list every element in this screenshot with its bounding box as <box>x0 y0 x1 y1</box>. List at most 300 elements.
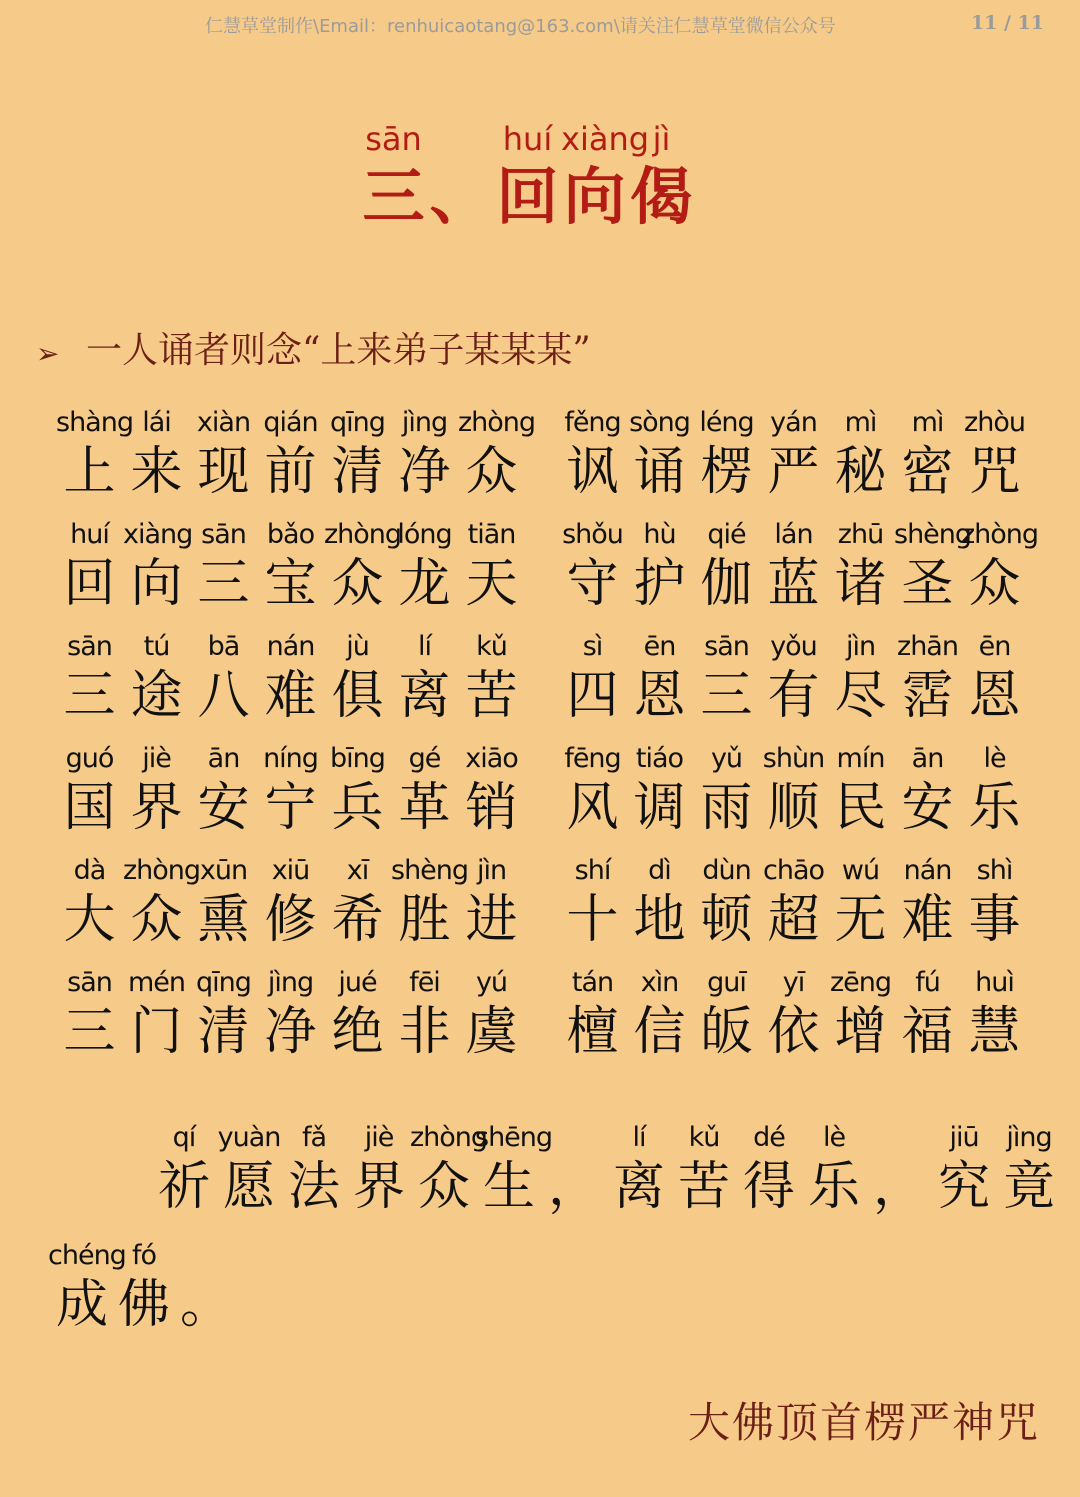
pinyin: lí <box>417 631 431 662</box>
pinyin <box>540 1120 608 1156</box>
pinyin: hù <box>643 519 676 550</box>
verse-cell <box>257 629 324 727</box>
hanzi: 大 <box>63 890 116 950</box>
verse-cell <box>391 965 458 1063</box>
recitation-note <box>36 322 591 373</box>
hanzi: 安 <box>197 778 250 838</box>
pinyin: chāo <box>762 855 825 886</box>
verse-cell <box>324 517 402 615</box>
title-pinyin: jì <box>652 120 671 158</box>
title-char: 、 <box>429 160 492 233</box>
pinyin: shēng <box>475 1122 553 1153</box>
pinyin: sān <box>67 631 112 662</box>
verse-cell <box>693 405 760 503</box>
title-char: 回 <box>496 160 559 233</box>
verse-cell <box>56 965 123 1063</box>
hanzi: ， <box>547 1157 600 1217</box>
verse-cell <box>961 405 1028 503</box>
pinyin: xiàn <box>196 407 251 438</box>
pinyin: zhòng <box>324 519 402 550</box>
verse-cell <box>827 629 894 727</box>
hanzi: 护 <box>633 554 686 614</box>
hanzi: 苦 <box>677 1157 730 1217</box>
verse-cell <box>123 853 201 951</box>
pinyin: xiū <box>271 855 310 886</box>
hanzi: 清 <box>331 442 384 502</box>
verse-cell <box>123 517 193 615</box>
hanzi: 国 <box>63 778 116 838</box>
pinyin: shùn <box>762 743 825 774</box>
hanzi: 守 <box>566 554 619 614</box>
verse-cell <box>458 965 525 1063</box>
pinyin: tú <box>143 631 170 662</box>
hanzi: 皈 <box>700 1002 753 1062</box>
pinyin: níng <box>263 743 318 774</box>
verse-cell <box>123 965 190 1063</box>
verse-cell <box>961 965 1028 1063</box>
verse-cell <box>391 741 458 839</box>
hanzi: 慧 <box>968 1002 1021 1062</box>
closing-cell <box>735 1120 803 1218</box>
pinyin: qīng <box>196 967 251 998</box>
pinyin: kǔ <box>476 631 507 662</box>
hanzi: ， <box>872 1157 925 1217</box>
pinyin: jìn <box>845 631 876 662</box>
hanzi: 苦 <box>465 666 518 726</box>
pinyin: zhòng <box>458 407 536 438</box>
hanzi: 众 <box>968 554 1021 614</box>
verse-cell <box>961 853 1028 951</box>
pinyin: qián <box>263 407 318 438</box>
pinyin: sān <box>67 967 112 998</box>
pinyin: fó <box>131 1240 157 1271</box>
pinyin: zhān <box>897 631 958 662</box>
hanzi: 超 <box>767 890 820 950</box>
verse-cell <box>391 517 458 615</box>
verse-cell <box>760 853 827 951</box>
closing-cell <box>215 1120 283 1218</box>
pinyin: huì <box>975 967 1014 998</box>
footer-title: 大佛顶首楞严神咒 <box>687 1398 1040 1447</box>
closing-cell <box>540 1120 608 1218</box>
hanzi: 成 <box>55 1275 108 1335</box>
hanzi: 圣 <box>901 554 954 614</box>
verse-cell <box>894 629 961 727</box>
hanzi: 讽 <box>566 442 619 502</box>
pinyin: shǒu <box>562 519 623 550</box>
closing-cell <box>475 1120 553 1218</box>
pinyin: lè <box>822 1122 846 1153</box>
verse-cell <box>458 517 525 615</box>
pinyin: mì <box>911 407 944 438</box>
pinyin: lí <box>632 1122 646 1153</box>
pinyin: yán <box>770 407 817 438</box>
title-char: 偈 <box>630 160 693 233</box>
verse-cell <box>324 405 391 503</box>
verse-cell <box>324 741 391 839</box>
pinyin: xiàng <box>123 519 193 550</box>
hanzi: 得 <box>742 1157 795 1217</box>
hanzi: 宁 <box>264 778 317 838</box>
pinyin: nán <box>266 631 315 662</box>
verse-cell <box>123 405 190 503</box>
pinyin: fēng <box>564 743 621 774</box>
title-pinyin: xiàng <box>561 120 650 158</box>
verse-cell <box>760 965 827 1063</box>
hanzi: 愿 <box>222 1157 275 1217</box>
hanzi: 向 <box>130 554 183 614</box>
pinyin: shàng <box>56 407 133 438</box>
verse-cell <box>190 965 257 1063</box>
pinyin: shèng <box>894 519 972 550</box>
hanzi: 八 <box>197 666 250 726</box>
verse-cell <box>190 853 257 951</box>
verse-cell <box>760 629 827 727</box>
verse-cell <box>190 629 257 727</box>
pinyin: zhòu <box>964 407 1025 438</box>
pinyin: tiān <box>467 519 516 550</box>
pinyin: bǎo <box>266 519 315 550</box>
hanzi: 檀 <box>566 1002 619 1062</box>
hanzi: 三 <box>63 1002 116 1062</box>
verse-line <box>56 853 1056 953</box>
verse-cell <box>626 405 693 503</box>
page-number: 11 / 11 <box>970 12 1044 34</box>
hanzi: 顿 <box>700 890 753 950</box>
hanzi: 诵 <box>633 442 686 502</box>
pinyin: yī <box>782 967 805 998</box>
hanzi: 安 <box>901 778 954 838</box>
verse-cell <box>559 629 626 727</box>
pinyin: xiāo <box>465 743 518 774</box>
hanzi: 非 <box>398 1002 451 1062</box>
pinyin: zhòng <box>123 855 201 886</box>
hanzi: 福 <box>901 1002 954 1062</box>
hanzi: 众 <box>331 554 384 614</box>
hanzi: 前 <box>264 442 317 502</box>
verse-cell <box>693 965 760 1063</box>
hanzi: 顺 <box>767 778 820 838</box>
verse-cell <box>391 405 458 503</box>
verse-cell <box>760 741 827 839</box>
pinyin: tiáo <box>635 743 684 774</box>
pinyin: ēn <box>978 631 1011 662</box>
closing-cell <box>930 1120 998 1218</box>
verse-cell <box>894 741 961 839</box>
verse-cell <box>559 741 626 839</box>
closing-cell <box>995 1120 1063 1218</box>
verse-cell <box>559 965 626 1063</box>
pinyin: qīng <box>330 407 385 438</box>
hanzi: 事 <box>968 890 1021 950</box>
hanzi: 增 <box>834 1002 887 1062</box>
hanzi: 革 <box>398 778 451 838</box>
verse-cell <box>123 741 190 839</box>
hanzi: 风 <box>566 778 619 838</box>
verse-cell <box>693 629 760 727</box>
verse-cell <box>190 741 257 839</box>
pinyin: lán <box>774 519 813 550</box>
verse-cell <box>559 853 626 951</box>
hanzi: 民 <box>834 778 887 838</box>
hanzi: 上 <box>63 442 116 502</box>
pinyin: ān <box>207 743 240 774</box>
verse-line <box>56 629 1056 729</box>
verse-cell <box>894 853 961 951</box>
verse-cell <box>827 741 894 839</box>
pinyin: sān <box>201 519 246 550</box>
verse-cell <box>458 741 525 839</box>
hanzi: 众 <box>417 1157 470 1217</box>
pinyin: gé <box>408 743 441 774</box>
hanzi: 三 <box>197 554 250 614</box>
verse-cell <box>56 405 133 503</box>
pinyin: qié <box>707 519 746 550</box>
hanzi: 诸 <box>834 554 887 614</box>
pinyin: jìng <box>401 407 448 438</box>
closing-cell <box>48 1238 126 1336</box>
closing-cell <box>800 1120 868 1218</box>
hanzi: 秘 <box>834 442 887 502</box>
hanzi: 究 <box>937 1157 990 1217</box>
hanzi: 伽 <box>700 554 753 614</box>
pinyin: lè <box>983 743 1006 774</box>
hanzi: 来 <box>130 442 183 502</box>
verse-cell <box>458 405 536 503</box>
pinyin: shí <box>574 855 611 886</box>
verse-line <box>56 741 1056 841</box>
hanzi: 虞 <box>465 1002 518 1062</box>
hanzi: 地 <box>633 890 686 950</box>
hanzi: 恩 <box>968 666 1021 726</box>
pinyin: dùn <box>702 855 751 886</box>
pinyin: dì <box>648 855 671 886</box>
pinyin: shì <box>976 855 1013 886</box>
pinyin: lái <box>142 407 171 438</box>
verse-cell <box>760 405 827 503</box>
hanzi: 信 <box>633 1002 686 1062</box>
hanzi: 四 <box>566 666 619 726</box>
verse-cell <box>827 965 894 1063</box>
pinyin: jìn <box>476 855 507 886</box>
verse-cell <box>894 405 961 503</box>
verse-line <box>56 405 1056 505</box>
closing-cell <box>172 1238 240 1336</box>
hanzi: 兵 <box>331 778 384 838</box>
verse-cell <box>693 517 760 615</box>
verse-cell <box>894 965 961 1063</box>
hanzi: 途 <box>130 666 183 726</box>
verse-cell <box>626 853 693 951</box>
hanzi: 生 <box>482 1157 535 1217</box>
closing-cell <box>280 1120 348 1218</box>
hanzi: 宝 <box>264 554 317 614</box>
pinyin: xūn <box>199 855 248 886</box>
hanzi: 界 <box>130 778 183 838</box>
verse-cell <box>257 965 324 1063</box>
pinyin <box>172 1238 240 1274</box>
hanzi: 胜 <box>398 890 451 950</box>
hanzi: 离 <box>398 666 451 726</box>
verse-cell <box>190 405 257 503</box>
hanzi: 密 <box>901 442 954 502</box>
arrow-bullet-icon: ➢ <box>36 336 60 370</box>
closing-cell <box>345 1120 413 1218</box>
pinyin: bā <box>207 631 240 662</box>
pinyin: sòng <box>629 407 690 438</box>
hanzi: 修 <box>264 890 317 950</box>
hanzi: 回 <box>63 554 116 614</box>
pinyin: dé <box>753 1122 785 1153</box>
title-char: 三 <box>362 160 425 233</box>
pinyin: jù <box>346 631 369 662</box>
hanzi: 乐 <box>807 1157 860 1217</box>
verse-cell <box>559 517 626 615</box>
hanzi: 净 <box>398 442 451 502</box>
pinyin: nán <box>903 855 952 886</box>
pinyin: jiè <box>142 743 171 774</box>
section-title <box>360 120 740 236</box>
hanzi: 三 <box>700 666 753 726</box>
pinyin: jiū <box>949 1122 979 1153</box>
verse-cell <box>257 853 324 951</box>
hanzi: 门 <box>130 1002 183 1062</box>
hanzi: 十 <box>566 890 619 950</box>
verse-cell <box>961 517 1039 615</box>
pinyin: guó <box>65 743 114 774</box>
pinyin: yuàn <box>217 1122 281 1153</box>
verse-cell <box>324 965 391 1063</box>
note-text: 一人诵者则念“上来弟子某某某” <box>86 330 591 371</box>
hanzi: 绝 <box>331 1002 384 1062</box>
verse-cell <box>626 965 693 1063</box>
hanzi: 咒 <box>968 442 1021 502</box>
hanzi: 众 <box>465 442 518 502</box>
hanzi: 俱 <box>331 666 384 726</box>
verse-cell <box>257 405 324 503</box>
pinyin: léng <box>699 407 754 438</box>
hanzi: 有 <box>767 666 820 726</box>
hanzi: 众 <box>130 890 183 950</box>
title-chars-row <box>360 158 740 236</box>
verse-cell <box>391 853 469 951</box>
closing-cell <box>605 1120 673 1218</box>
pinyin: lóng <box>397 519 452 550</box>
hanzi: 佛 <box>117 1275 170 1335</box>
pinyin: yú <box>475 967 508 998</box>
pinyin: kǔ <box>688 1122 720 1153</box>
pinyin: mén <box>127 967 186 998</box>
pinyin: jìng <box>1006 1122 1052 1153</box>
pinyin: fú <box>915 967 940 998</box>
pinyin: zhòng <box>961 519 1039 550</box>
pinyin: wú <box>841 855 880 886</box>
pinyin: fěng <box>564 407 621 438</box>
hanzi: 恩 <box>633 666 686 726</box>
pinyin: dà <box>73 855 106 886</box>
pinyin: mín <box>836 743 885 774</box>
hanzi: 三 <box>63 666 116 726</box>
hanzi: 净 <box>264 1002 317 1062</box>
hanzi: 界 <box>352 1157 405 1217</box>
pinyin: fǎ <box>301 1122 327 1153</box>
closing-cell <box>410 1120 488 1218</box>
verse-cell <box>827 405 894 503</box>
hanzi: 无 <box>834 890 887 950</box>
pinyin: ān <box>911 743 944 774</box>
pinyin: sān <box>704 631 749 662</box>
pinyin: zhū <box>837 519 884 550</box>
pinyin: qí <box>172 1122 196 1153</box>
hanzi: 进 <box>465 890 518 950</box>
title-pinyin: sān <box>365 120 422 158</box>
verse-cell <box>693 741 760 839</box>
pinyin: mì <box>844 407 877 438</box>
verse-cell <box>56 741 123 839</box>
hanzi: 乐 <box>968 778 1021 838</box>
verse-cell <box>827 853 894 951</box>
verse-cell <box>458 629 525 727</box>
pinyin: jiè <box>364 1122 394 1153</box>
hanzi: 蓝 <box>767 554 820 614</box>
closing-cell <box>670 1120 738 1218</box>
closing-cell <box>150 1120 218 1218</box>
verse-cell <box>458 853 525 951</box>
verse-cell <box>56 629 123 727</box>
hanzi: 现 <box>197 442 250 502</box>
hanzi: 严 <box>767 442 820 502</box>
pinyin: xìn <box>640 967 679 998</box>
hanzi: 难 <box>264 666 317 726</box>
hanzi: 依 <box>767 1002 820 1062</box>
pinyin: shèng <box>391 855 469 886</box>
pinyin: yǒu <box>770 631 817 662</box>
verse-cell <box>391 629 458 727</box>
hanzi: 祈 <box>157 1157 210 1217</box>
verse-cell <box>961 741 1028 839</box>
verse-cell <box>626 629 693 727</box>
hanzi: 。 <box>179 1275 232 1335</box>
verse-cell <box>693 853 760 951</box>
hanzi: 竟 <box>1002 1157 1055 1217</box>
verse-cell <box>894 517 972 615</box>
hanzi: 尽 <box>834 666 887 726</box>
closing-cell <box>865 1120 933 1218</box>
verse-cell <box>559 405 626 503</box>
closing-cell <box>110 1238 178 1336</box>
title-pinyin-row <box>360 120 740 158</box>
verse-cell <box>257 741 324 839</box>
pinyin <box>865 1120 933 1156</box>
pinyin: sì <box>582 631 603 662</box>
hanzi: 雨 <box>700 778 753 838</box>
pinyin: huí <box>70 519 109 550</box>
hanzi: 销 <box>465 778 518 838</box>
pinyin: guī <box>707 967 746 998</box>
verse-cell <box>56 517 123 615</box>
pinyin: zhòng <box>410 1122 488 1153</box>
verse-cell <box>190 517 257 615</box>
verse-cell <box>626 741 693 839</box>
title-char: 向 <box>563 160 626 233</box>
hanzi: 熏 <box>197 890 250 950</box>
verse-cell <box>827 517 894 615</box>
pinyin: jìng <box>267 967 314 998</box>
verse-cell <box>257 517 324 615</box>
credit-text: 仁慧草堂制作\Email：renhuicaotang@163.com\请关注仁慧草堂微信公众号 <box>205 16 836 37</box>
pinyin: tán <box>571 967 614 998</box>
hanzi: 天 <box>465 554 518 614</box>
